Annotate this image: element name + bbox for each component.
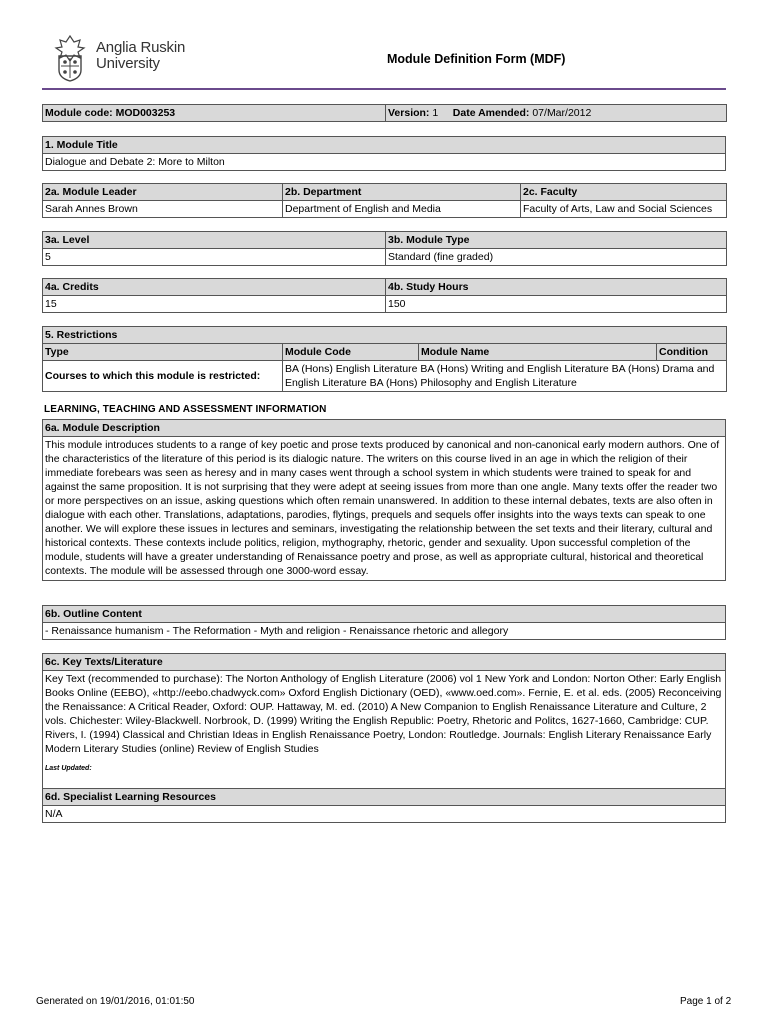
- lta-heading: LEARNING, TEACHING AND ASSESSMENT INFORMATION: [44, 404, 327, 415]
- key-texts-label: 6c. Key Texts/Literature: [43, 654, 726, 671]
- level-table: [42, 231, 727, 266]
- restriction-type: Courses to which this module is restricted:: [43, 361, 283, 392]
- department-value: Department of English and Media: [283, 201, 521, 218]
- date-amended-label: Date Amended:: [452, 107, 530, 119]
- faculty-value: Faculty of Arts, Law and Social Sciences: [521, 201, 727, 218]
- version-label: Version:: [388, 107, 430, 119]
- description-text: This module introduces students to a range of key poetic and prose texts produced by canonical and non-canonical early modern authors. One of the characteristics of the literature of this period is its dialogic nature. The writers on this course lived in an age in which the religion of their immediate forebears was seen as heresy and in many cases went through a school system in which students were trained to speak for and against the same proposition. It is not surprising that they were adept at seeing issues from more than one angle. Many texts offer the reader two or more perspectives on an issue, asking questions which often remain unanswered. In addition to these internal debates, texts are also often in dialogue with each other. Translations, adaptations, parodies, flytings, prequels and sequels offer insights into the ways texts can speak to one another. We will explore these issues in lectures and seminars, investigating the relationship between the set texts and their literary, cultural and historical contexts. These contexts include politics, religion, mythography, rhetoric, gender and sexuality. Upon successful completion of the module, students will have a greater understanding of Renaissance poetry and prose, as well as appropriate cultural, historical and theoretical contexts. The module will be assessed through one 3000-word essay.: [43, 437, 726, 581]
- resources-label: 6d. Specialist Learning Resources: [43, 789, 726, 806]
- resources-table: [42, 788, 726, 823]
- generated-date: Generated on 19/01/2016, 01:01:50: [36, 996, 195, 1007]
- module-title-label: 1. Module Title: [43, 137, 726, 154]
- version-date-cell: [386, 105, 727, 122]
- restriction-courses: BA (Hons) English Literature BA (Hons) Writing and English Literature BA (Hons) Drama and English Literature BA (Hons) Philosophy and English Literature: [283, 361, 727, 392]
- description-table: [42, 419, 726, 581]
- outline-text: - Renaissance humanism - The Reformation - Myth and religion - Renaissance rhetoric and allegory: [43, 623, 726, 640]
- restrictions-label: 5. Restrictions: [43, 327, 727, 344]
- date-amended-value: 07/Mar/2012: [532, 107, 592, 119]
- department-label: 2b. Department: [283, 184, 521, 201]
- col-module-code: Module Code: [283, 344, 419, 361]
- col-condition: Condition: [657, 344, 727, 361]
- page-header: [42, 34, 726, 90]
- page-number: Page 1 of 2: [680, 996, 732, 1007]
- faculty-label: 2c. Faculty: [521, 184, 727, 201]
- level-value: 5: [43, 249, 386, 266]
- credits-table: [42, 278, 727, 313]
- col-type: Type: [43, 344, 283, 361]
- leader-value: Sarah Annes Brown: [43, 201, 283, 218]
- key-texts-text: Key Text (recommended to purchase): The Norton Anthology of English Literature (2006) vol 1 New York and London: Norton Other: Early English Books Online (EEBO), «http://eebo.chadwyck.com» Oxford English Dictionary (OED), «www.oed.com». Fernie, E. et al. eds. (2005) Reconceiving the Renaissance: A Critical Reader, Oxford: OUP. Hattaway, M. ed. (2010) A New Companion to English Renaissance Literature and Culture, 2 vols. Chichester: Wiley-Blackwell. Norbrook, D. (1999) Writing the English Republic: Poetry, Rhetoric and Politcs, 1627-1660, Cambridge: CUP. Rivers, I. (1994) Classical and Christian Ideas in English Renaissance Poetry, London: Routledge. Journals: English Literary Renaissance Early Modern Literary Studies (online) Review of English Studies: [45, 673, 722, 755]
- module-type-label: 3b. Module Type: [386, 232, 727, 249]
- level-label: 3a. Level: [43, 232, 386, 249]
- leader-label: 2a. Module Leader: [43, 184, 283, 201]
- module-code: Module code: MOD003253: [43, 105, 386, 122]
- module-title-table: [42, 136, 726, 171]
- restrictions-table: [42, 326, 727, 392]
- crest-icon: [50, 34, 90, 82]
- logo-line1: Anglia Ruskin: [96, 39, 186, 56]
- outline-table: [42, 605, 726, 640]
- col-module-name: Module Name: [419, 344, 657, 361]
- study-hours-label: 4b. Study Hours: [386, 279, 727, 296]
- module-title-value: Dialogue and Debate 2: More to Milton: [43, 154, 726, 171]
- credits-label: 4a. Credits: [43, 279, 386, 296]
- module-type-value: Standard (fine graded): [386, 249, 727, 266]
- resources-value: N/A: [43, 806, 726, 823]
- form-title: Module Definition Form (MDF): [387, 52, 566, 66]
- key-texts-table: [42, 653, 726, 793]
- leader-table: [42, 183, 727, 218]
- key-texts-cell: [43, 671, 726, 793]
- outline-label: 6b. Outline Content: [43, 606, 726, 623]
- credits-value: 15: [43, 296, 386, 313]
- university-logo: [50, 34, 220, 82]
- module-code-table: [42, 104, 727, 122]
- version-value: 1: [432, 107, 439, 119]
- last-updated: Last Updated:: [45, 765, 92, 772]
- logo-line2: University: [96, 55, 160, 72]
- description-label: 6a. Module Description: [43, 420, 726, 437]
- logo-wordmark: [96, 40, 185, 72]
- study-hours-value: 150: [386, 296, 727, 313]
